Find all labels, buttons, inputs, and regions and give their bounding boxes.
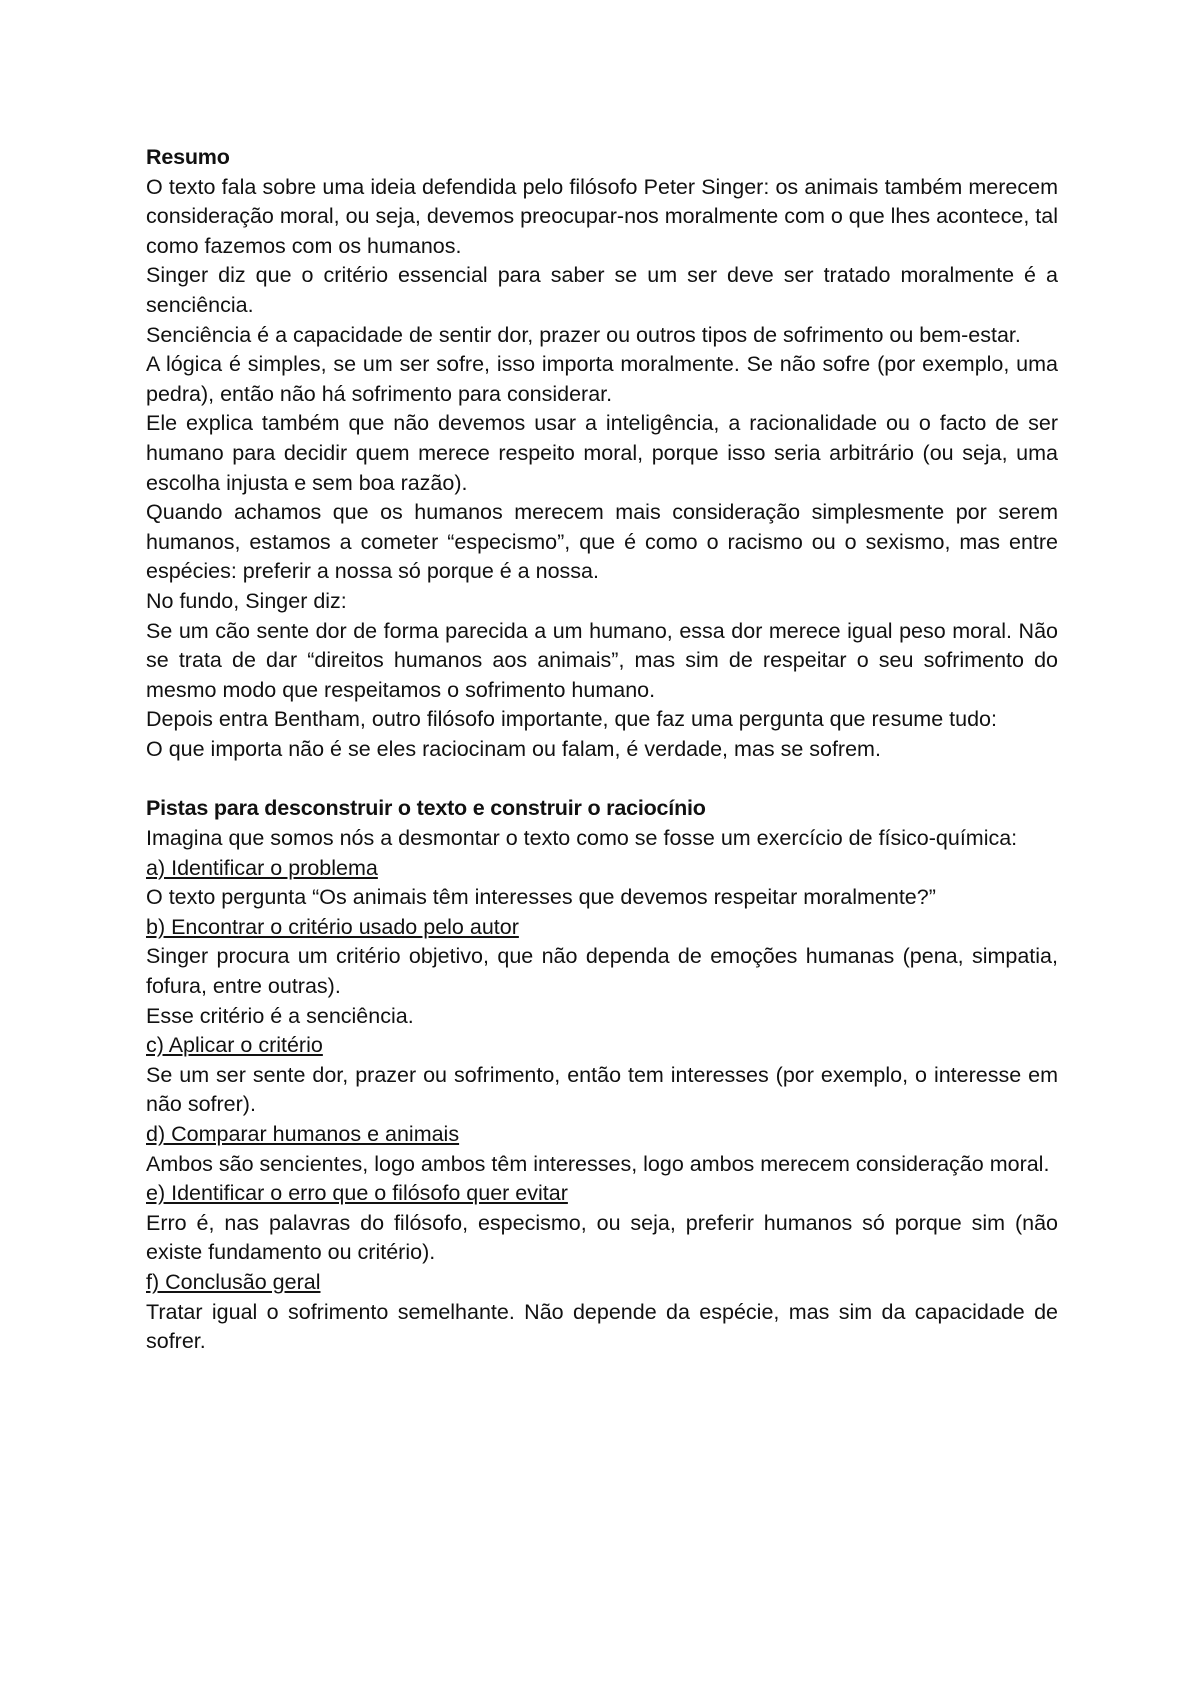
resumo-paragraph-9: Depois entra Bentham, outro filósofo importante, que faz uma pergunta que resume tudo: xyxy=(146,707,997,732)
document-page xyxy=(146,143,1058,1357)
section-spacer xyxy=(146,764,1058,794)
resumo-paragraph-7: No fundo, Singer diz: xyxy=(146,588,347,613)
resumo-paragraph-8: Se um cão sente dor de forma parecida a um humano, essa dor merece igual peso moral. Não se trata de dar “direitos humanos aos animais”, mas sim de respeitar o seu sofrimento do mesmo modo que respeitamos o sofrimento humano. xyxy=(146,618,1058,702)
step-d-text-1: Ambos são sencientes, logo ambos têm interesses, logo ambos merecem consideração moral. xyxy=(146,1151,1050,1176)
step-b-text-2: Esse critério é a senciência. xyxy=(146,1003,414,1028)
section-heading-pistas: Pistas para desconstruir o texto e construir o raciocínio xyxy=(146,796,706,821)
resumo-paragraph-10: O que importa não é se eles raciocinam ou falam, é verdade, mas se sofrem. xyxy=(146,736,881,761)
resumo-paragraph-4: A lógica é simples, se um ser sofre, isso importa moralmente. Se não sofre (por exemplo, uma pedra), então não há sofrimento para considerar. xyxy=(146,352,1058,406)
step-b-text-1: Singer procura um critério objetivo, que não dependa de emoções humanas (pena, simpatia, fofura, entre outras). xyxy=(146,944,1058,999)
resumo-paragraph-1: O texto fala sobre uma ideia defendida pelo filósofo Peter Singer: os animais também merecem consideração moral, ou seja, devemos preocupar-nos moralmente com o que lhes acontece, tal como fazemos com os humanos. xyxy=(146,174,1058,258)
step-title-a: a) Identificar o problema xyxy=(146,855,378,880)
pistas-intro: Imagina que somos nós a desmontar o texto como se fosse um exercício de físico-química: xyxy=(146,826,1018,851)
step-c-text-1: Se um ser sente dor, prazer ou sofrimento, então tem interesses (por exemplo, o interesse em não sofrer). xyxy=(146,1062,1058,1117)
resumo-paragraph-5: Ele explica também que não devemos usar a inteligência, a racionalidade ou o facto de ser humano para decidir quem merece respeito moral, porque isso seria arbitrário (ou seja, uma escolha injusta e sem boa razão). xyxy=(146,411,1058,495)
resumo-paragraph-6: Quando achamos que os humanos merecem mais consideração simplesmente por serem humanos, estamos a cometer “especismo”, que é como o racismo ou o sexismo, mas entre espécies: preferir a nossa só porque é a nossa. xyxy=(146,500,1058,584)
step-title-d: d) Comparar humanos e animais xyxy=(146,1122,460,1146)
section-heading-resumo: Resumo xyxy=(146,145,230,169)
step-e-text-1: Erro é, nas palavras do filósofo, especismo, ou seja, preferir humanos só porque sim (não existe fundamento ou critério). xyxy=(146,1210,1058,1265)
step-title-f: f) Conclusão geral xyxy=(146,1269,321,1294)
step-title-b: b) Encontrar o critério usado pelo autor xyxy=(146,914,519,939)
step-title-c: c) Aplicar o critério xyxy=(146,1033,323,1058)
resumo-paragraph-3: Senciência é a capacidade de sentir dor, prazer ou outros tipos de sofrimento ou bem-estar. xyxy=(146,322,1021,347)
resumo-paragraph-2: Singer diz que o critério essencial para saber se um ser deve ser tratado moralmente é a senciência. xyxy=(146,263,1058,317)
step-f-text-1: Tratar igual o sofrimento semelhante. Não depende da espécie, mas sim da capacidade de sofrer. xyxy=(146,1299,1058,1354)
step-title-e: e) Identificar o erro que o filósofo quer evitar xyxy=(146,1181,568,1206)
step-a-text-1: O texto pergunta “Os animais têm interesses que devemos respeitar moralmente?” xyxy=(146,885,936,910)
